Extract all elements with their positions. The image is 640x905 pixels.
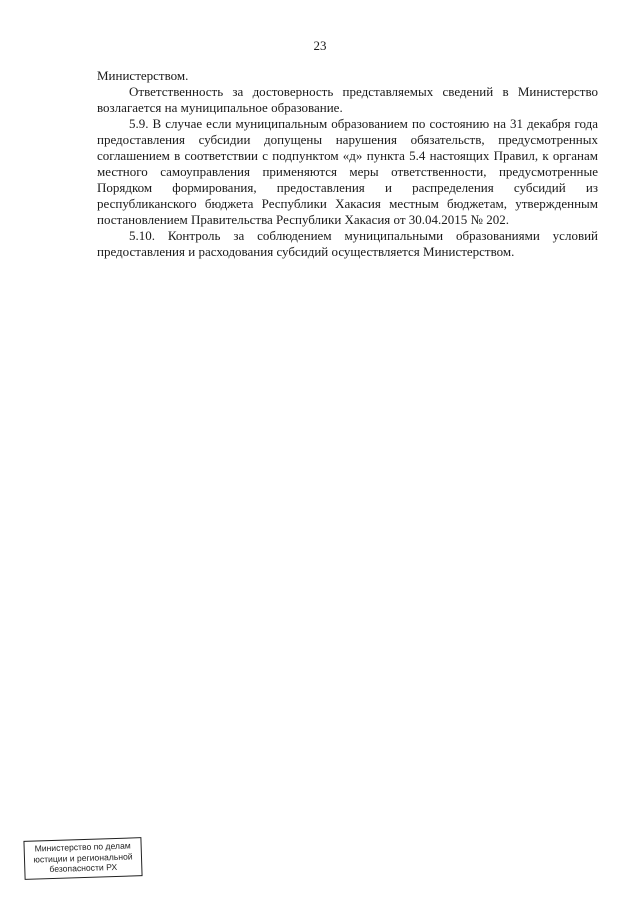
ministry-stamp xyxy=(23,837,142,879)
document-body xyxy=(97,68,598,260)
stamp-line-1: Министерство по делам xyxy=(34,840,131,854)
stamp-line-3: безопасности РХ xyxy=(49,861,118,875)
paragraph-2: Ответственность за достоверность представляемых сведений в Министерство возлагается на муниципальное образование. xyxy=(97,84,598,115)
page-number: 23 xyxy=(313,38,327,53)
paragraph-3: 5.9. В случае если муниципальным образованием по состоянию на 31 декабря года предоставления субсидии допущены нарушения обязательств, предусмотренных соглашением в соответствии с подпунктом «д» пункта 5.4 настоящих Правил, к органам местного самоуправления применяются меры ответственности, предусмотренные Порядком формирования, предоставления и распределения субсидий из республиканского бюджета Республики Хакасия местным бюджетам, утвержденным постановлением Правительства Республики Хакасия от 30.04.2015 № 202. xyxy=(97,116,598,227)
paragraph-1: Министерством. xyxy=(97,68,189,83)
stamp-line-2: юстиции и региональной xyxy=(33,850,133,865)
paragraph-4: 5.10. Контроль за соблюдением муниципальными образованиями условий предоставления и расходования субсидий осуществляется Министерством. xyxy=(97,228,598,259)
